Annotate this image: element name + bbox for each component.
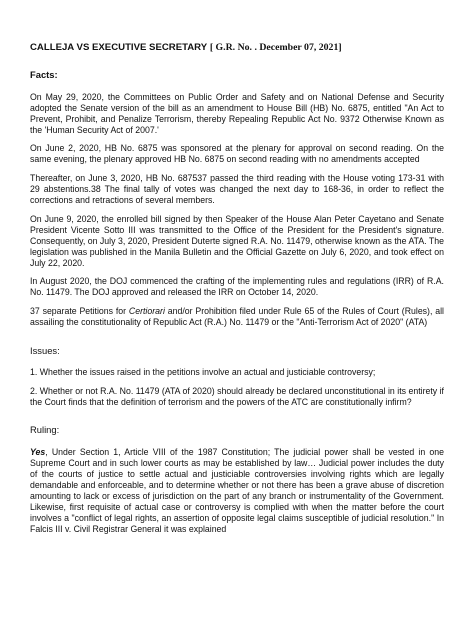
facts-p6-start: 37 separate Petitions for	[30, 305, 129, 316]
facts-paragraph-1: On May 29, 2020, the Committees on Public Order and Safety and on National Defense and Security adopted the Senate version of the bill as an amendment to House Bill (HB) No. 6875, entitled "An Act to Prevent, Prohibit, and Penalize Terrorism, thereby Repealing Republic Act No. 9372 Otherwise Known as the 'Human Security Act of 2007.'	[30, 91, 444, 135]
issue-2: 2. Whether or not R.A. No. 11479 (ATA of 2020) should already be declared unconstitutional in its entirety if the Court finds that the definition of terrorism and the powers of the ATC are constitutionally infirm?	[30, 385, 444, 407]
facts-paragraph-3: Thereafter, on June 3, 2020, HB No. 687537 passed the third reading with the House voting 173-31 with 29 abstentions.38 The final tally of votes was changed the next day to 168-36, in order to reflect the corrections and retractions of several members.	[30, 172, 444, 206]
case-title	[30, 42, 444, 54]
facts-paragraph-2: On June 2, 2020, HB No. 6875 was sponsored at the plenary for approval on second reading. On the same evening, the plenary approved HB No. 6875 on second reading with no amendments accepted	[30, 143, 444, 165]
facts-heading: Facts:	[30, 69, 58, 80]
facts-paragraph-6	[30, 306, 444, 328]
facts-p6-end: and/or Prohibition filed under Rule 65 of the Rules of Court (Rules), all assailing the constitutionality of Republic Act (R.A.) No. 11479 or the "Anti-Terrorism Act of 2020" (ATA)	[30, 305, 444, 328]
ruling-answer: Yes	[30, 446, 46, 457]
spacer	[30, 415, 444, 424]
spacer	[30, 336, 444, 345]
ruling-paragraph	[30, 447, 444, 536]
facts-paragraph-4: On June 9, 2020, the enrolled bill signed by then Speaker of the House Alan Peter Cayetano and Senate President Vicente Sotto III was transmitted to the Office of the President for the President's signature. Consequently, on July 3, 2020, President Duterte signed R.A. No. 11479, otherwise known as the ATA. The legislation was published in the Manila Bulletin and the Official Gazette on July 6, 2020, and took effect on July 22, 2020.	[30, 213, 444, 268]
issues-heading: Issues:	[30, 344, 60, 356]
facts-paragraph-5: In August 2020, the DOJ commenced the crafting of the implementing rules and regulations (IRR) of R.A. No. 11479. The DOJ approved and released the IRR on October 14, 2020.	[30, 276, 444, 298]
certiorari-term: Certiorari	[128, 305, 165, 316]
issue-1: 1. Whether the issues raised in the petitions involve an actual and justiciable controversy;	[30, 367, 376, 378]
ruling-text: , Under Section 1, Article VIII of the 1987 Constitution; The judicial power shall be vested in one Supreme Court and in such lower courts as may be established by law… Judicial power includes the duty of the courts of justice to settle actual and justiciable controversies involving rights which are legally demandable and enforceable, and to determine whether or not there has been a grave abuse of discretion amounting to lack or excess of jurisdiction on the part of any branch or instrumentality of the Government. Likewise, first requisite of actual case or controversy is complied with when the matter before the court involves a "conflict of legal rights, an assertion of opposite legal claims susceptible of judicial resolution." In Falcis III v. Civil Registrar General it was explained	[30, 446, 444, 535]
case-name: CALLEJA VS EXECUTIVE SECRETARY	[30, 42, 208, 53]
ruling-heading: Ruling:	[30, 424, 60, 436]
gr-number: [ G.R. No. . December 07, 2021]	[209, 42, 342, 53]
